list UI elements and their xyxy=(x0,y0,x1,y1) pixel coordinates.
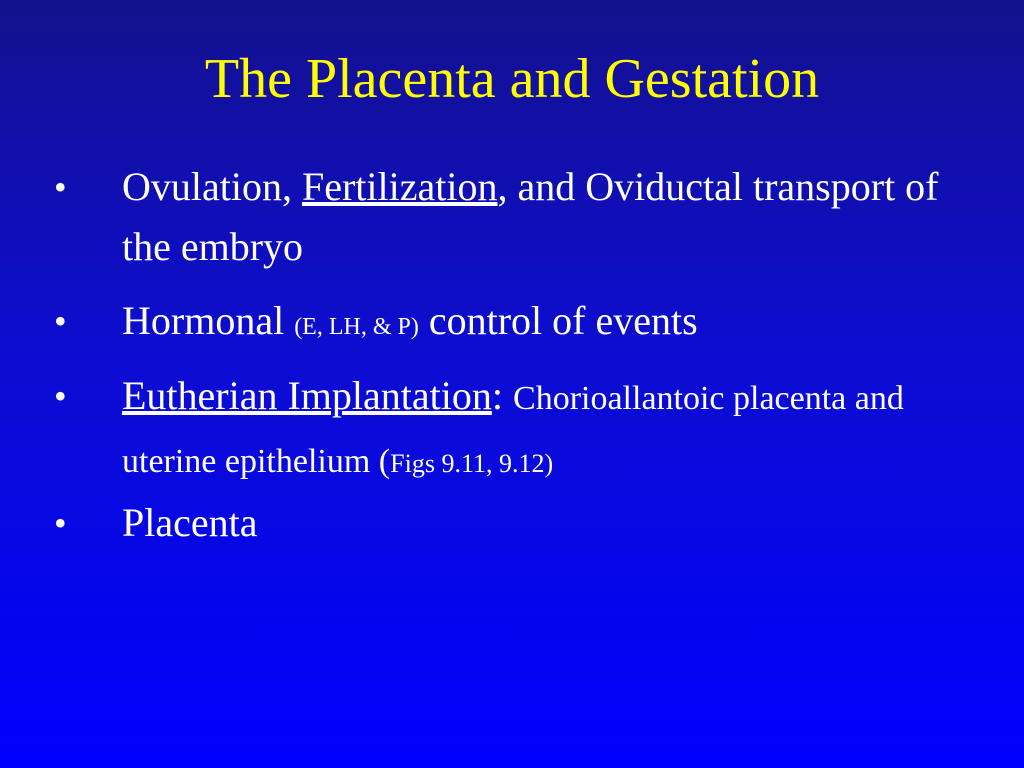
slide-title: The Placenta and Gestation xyxy=(204,48,820,110)
bullet-colon: : xyxy=(491,373,514,418)
bullet-text xyxy=(122,291,942,357)
bullet-medium-text: Chorioallantoic placenta and uterine epithelium ( xyxy=(122,380,904,480)
bullet-text: Placenta xyxy=(122,500,258,545)
bullet-prefix: Ovulation, xyxy=(122,164,302,209)
bullet-rest: control of events xyxy=(418,298,698,343)
bullet-main: Hormonal xyxy=(122,298,295,343)
bullet-text xyxy=(122,366,942,494)
bullet-text xyxy=(122,157,942,277)
eutherian-implantation-link[interactable]: Eutherian Implantation xyxy=(122,373,492,418)
hormone-note: (E, LH, & P) xyxy=(294,314,419,340)
bullet-marker: • xyxy=(54,376,67,416)
fertilization-link[interactable]: Fertilization xyxy=(301,164,498,209)
bullet-marker: • xyxy=(54,167,67,207)
bullet-marker: • xyxy=(54,301,67,341)
figure-reference: Figs 9.11, 9.12) xyxy=(390,449,554,478)
bullet-suffix: , and Oviductal transport of the embryo xyxy=(122,164,939,269)
bullet-marker: • xyxy=(54,503,67,543)
